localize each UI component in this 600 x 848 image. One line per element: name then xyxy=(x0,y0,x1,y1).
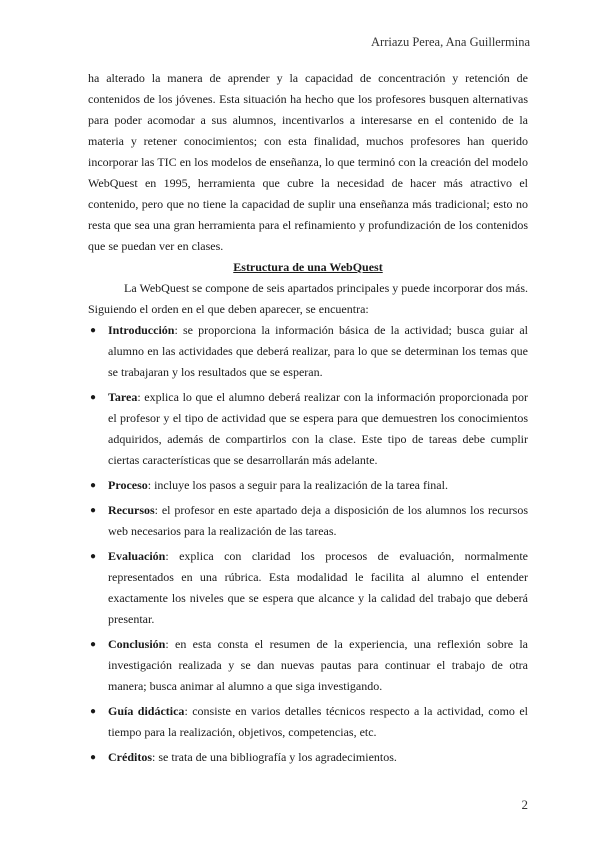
list-item xyxy=(88,546,528,630)
page-number: 2 xyxy=(521,797,528,812)
bullet-icon: ● xyxy=(90,325,97,336)
list-item-term: Evaluación xyxy=(108,549,166,563)
bullet-icon: ● xyxy=(90,752,97,763)
list-item-text: : explica lo que el alumno deberá realizar con la información proporcionada por el profesor y el tipo de actividad que se espera para que demuestren los conocimientos adquiridos, además de compartirlos con la clase. Este tipo de tareas debe cumplir ciertas características que se desarrollarán más adelante. xyxy=(108,390,528,467)
bullet-icon: ● xyxy=(90,392,97,403)
list-item xyxy=(88,475,528,496)
bullet-icon: ● xyxy=(90,505,97,516)
list-item-text: : en esta consta el resumen de la experiencia, una reflexión sobre la investigación realizada y se dan nuevas pautas para continuar el trabajo de otra manera; busca animar al alumno a que siga investigando. xyxy=(108,637,528,693)
list-item-term: Tarea xyxy=(108,390,138,404)
list-item-term: Créditos xyxy=(108,750,152,764)
bullet-icon: ● xyxy=(90,480,97,491)
list-item xyxy=(88,500,528,542)
list-item-text: : se trata de una bibliografía y los agradecimientos. xyxy=(152,750,397,764)
list-item xyxy=(88,701,528,743)
page-header-author: Arriazu Perea, Ana Guillermina xyxy=(371,35,530,49)
intro-paragraph: La WebQuest se compone de seis apartados principales y puede incorporar dos más. Siguiendo el orden en el que deben aparecer, se encuentra: xyxy=(88,281,528,316)
list-item-text: : incluye los pasos a seguir para la realización de la tarea final. xyxy=(147,478,448,492)
list-item-text: : explica con claridad los procesos de evaluación, normalmente representados en una rúbrica. Esta modalidad le facilita al alumno el entender exactamente los niveles que se espera que alcance y la calidad del trabajo que deberá presentar. xyxy=(108,549,528,626)
list-item xyxy=(88,747,528,768)
list-item-term: Conclusión xyxy=(108,637,166,651)
body-paragraph: ha alterado la manera de aprender y la capacidad de concentración y retención de contenidos de los jóvenes. Esta situación ha hecho que los profesores busquen alternativas para poder acomodar a sus alumnos, incentivarlos a interesarse en el contenido de la materia y retener conocimientos; con esta finalidad, muchos profesores han querido incorporar las TIC en los modelos de enseñanza, lo que terminó con la creación del modelo WebQuest en 1995, herramienta que cubre la necesidad de hacer más atractivo el contenido, pero que no tiene la capacidad de suplir una enseñanza más tradicional; esto no resta que sea una gran herramienta para el refinamiento y profundización de los contenidos que se puedan ver en clases. xyxy=(88,71,528,253)
bullet-icon: ● xyxy=(90,639,97,650)
list-item-term: Guía didáctica xyxy=(108,704,185,718)
list-item-term: Proceso xyxy=(108,478,148,492)
list-item-text: : consiste en varios detalles técnicos respecto a la actividad, como el tiempo para la realización, objetivos, competencias, etc. xyxy=(108,704,528,739)
list-item xyxy=(88,320,528,383)
bullet-icon: ● xyxy=(90,706,97,717)
list-item-text: : se proporciona la información básica de la actividad; busca guiar al alumno en las actividades que deberá realizar, para lo que se determinan los temas que se trabajaran y los resultados que se esperan. xyxy=(108,323,528,379)
bullet-icon: ● xyxy=(90,551,97,562)
document-body xyxy=(88,68,528,772)
list-item-term: Recursos xyxy=(108,503,155,517)
list-item-term: Introducción xyxy=(108,323,175,337)
section-title: Estructura de una WebQuest xyxy=(233,260,383,274)
list-item xyxy=(88,634,528,697)
list-item xyxy=(88,387,528,471)
list-item-text: : el profesor en este apartado deja a disposición de los alumnos los recursos web necesarios para la realización de las tareas. xyxy=(108,503,528,538)
structure-list xyxy=(88,320,528,768)
